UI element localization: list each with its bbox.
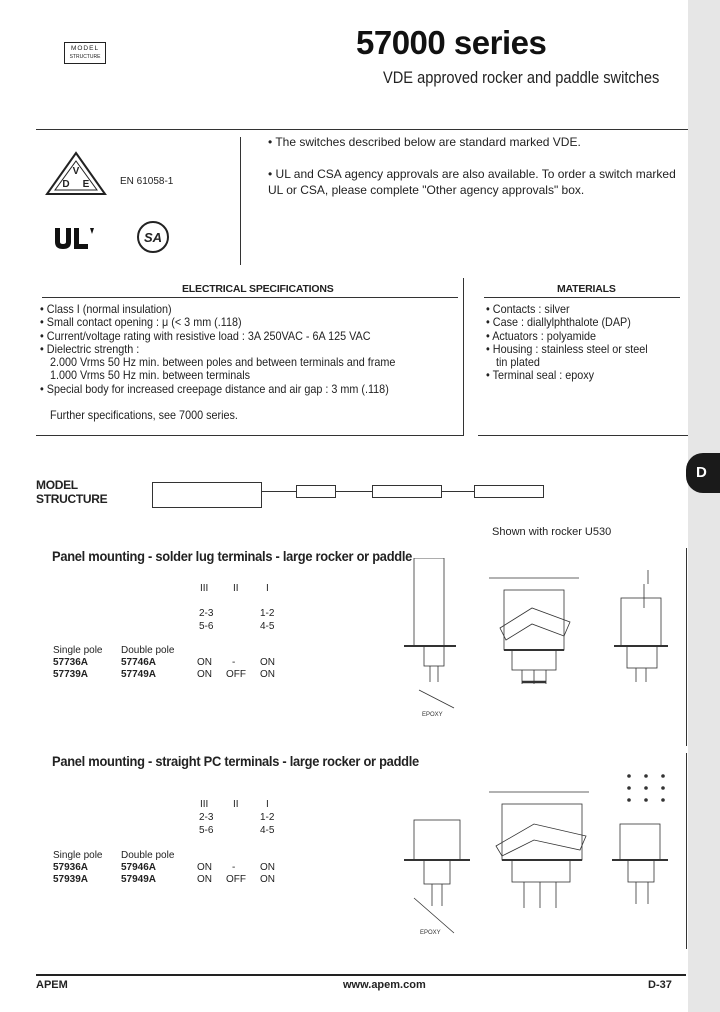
col-single-pole: Single pole bbox=[53, 850, 103, 861]
part-number: 57949A bbox=[121, 874, 157, 885]
pos-label: II bbox=[233, 583, 239, 594]
electrical-spec-heading: ELECTRICAL SPECIFICATIONS bbox=[182, 283, 334, 295]
page-title: 57000 series bbox=[356, 24, 547, 61]
part-number: 57746A bbox=[121, 657, 157, 668]
model-connector bbox=[262, 491, 296, 492]
footer-rule bbox=[36, 974, 686, 976]
model-label-line1: MODEL bbox=[36, 478, 78, 492]
position-state: ON bbox=[197, 874, 212, 885]
footer-brand: APEM bbox=[36, 979, 68, 991]
electrical-spec-list bbox=[40, 303, 371, 357]
material-item: • Actuators : polyamide bbox=[486, 330, 648, 343]
header-divider bbox=[36, 129, 688, 130]
footer-url[interactable]: www.apem.com bbox=[343, 979, 426, 991]
position-state: OFF bbox=[226, 669, 246, 680]
model-connector bbox=[336, 491, 372, 492]
col-double-pole: Double pole bbox=[121, 850, 175, 861]
note-ul-csa-line1: • UL and CSA agency approvals are also available. To order a switch marked bbox=[268, 167, 676, 181]
term-label: 5-6 bbox=[199, 825, 214, 836]
electrical-heading-rule bbox=[42, 297, 458, 298]
dielectric-line: 1.000 Vrms 50 Hz min. between terminals bbox=[50, 368, 251, 383]
note-ul-csa-line2: UL or CSA, please complete "Other agency approvals" box. bbox=[268, 183, 585, 197]
section1-technical-drawing bbox=[384, 558, 684, 718]
position-state: ON bbox=[197, 657, 212, 668]
vde-standard: EN 61058-1 bbox=[120, 176, 174, 187]
position-state: ON bbox=[197, 669, 212, 680]
spec-item: • Dielectric strength : bbox=[40, 343, 371, 356]
materials-list bbox=[486, 303, 648, 357]
dielectric-lines bbox=[50, 356, 395, 383]
part-number: 57739A bbox=[53, 669, 89, 680]
part-number: 57939A bbox=[53, 874, 89, 885]
logo-line1: MODEL bbox=[70, 45, 100, 52]
section-tab-d[interactable]: D bbox=[686, 453, 720, 493]
model-structure-logo bbox=[64, 42, 106, 64]
part-number: 57936A bbox=[53, 862, 89, 873]
electrical-spec-list-last bbox=[40, 383, 389, 396]
term-label: 4-5 bbox=[260, 825, 275, 836]
epoxy-label: EPOXY bbox=[422, 712, 443, 718]
part-number: 57736A bbox=[53, 657, 89, 668]
material-item: • Terminal seal : epoxy bbox=[486, 369, 594, 382]
material-item-cont: tin plated bbox=[496, 355, 540, 369]
ul-recognized-mark-icon bbox=[52, 226, 96, 252]
footer-page-number: D-37 bbox=[648, 979, 672, 991]
material-item: • Case : diallylphthalote (DAP) bbox=[486, 316, 648, 329]
model-box-2[interactable] bbox=[296, 485, 336, 498]
term-label: 5-6 bbox=[199, 621, 214, 632]
materials-list-last bbox=[486, 369, 594, 382]
section1-edge bbox=[686, 548, 687, 746]
position-state: OFF bbox=[226, 874, 246, 885]
svg-text:V: V bbox=[72, 166, 80, 177]
position-state: ON bbox=[197, 862, 212, 873]
pos-label: II bbox=[233, 799, 239, 810]
further-specs-note: Further specifications, see 7000 series. bbox=[50, 408, 238, 422]
svg-text:SA: SA bbox=[143, 230, 163, 245]
section2-technical-drawing bbox=[384, 768, 684, 938]
materials-heading: MATERIALS bbox=[557, 283, 616, 295]
spec-item: • Special body for increased creepage distance and air gap : 3 mm (.118) bbox=[40, 383, 389, 396]
spec-item: • Class I (normal insulation) bbox=[40, 303, 371, 316]
position-state: ON bbox=[260, 862, 275, 873]
materials-heading-rule bbox=[484, 297, 680, 298]
spec-item: • Current/voltage rating with resistive load : 3A 250VAC - 6A 125 VAC bbox=[40, 330, 371, 343]
shown-with-caption: Shown with rocker U530 bbox=[492, 526, 612, 538]
svg-text:D: D bbox=[62, 179, 70, 190]
term-label: 4-5 bbox=[260, 621, 275, 632]
pos-label: III bbox=[200, 583, 209, 594]
section2-edge bbox=[686, 753, 687, 949]
epoxy-label: EPOXY bbox=[420, 930, 441, 936]
model-box-main[interactable] bbox=[152, 482, 262, 508]
position-state: - bbox=[232, 862, 236, 873]
term-label: 1-2 bbox=[260, 812, 275, 823]
svg-text:E: E bbox=[82, 179, 90, 190]
part-number: 57946A bbox=[121, 862, 157, 873]
model-connector bbox=[442, 491, 474, 492]
position-state: ON bbox=[260, 669, 275, 680]
material-item: • Housing : stainless steel or steel bbox=[486, 343, 648, 356]
model-box-3[interactable] bbox=[372, 485, 442, 498]
side-margin-bar bbox=[688, 0, 720, 1012]
spec-item: • Small contact opening : μ (< 3 mm (.118) bbox=[40, 316, 371, 329]
position-state: ON bbox=[260, 657, 275, 668]
logo-line2: STRUCTURE bbox=[69, 54, 101, 60]
model-label-line2: STRUCTURE bbox=[36, 492, 108, 506]
col-double-pole: Double pole bbox=[121, 645, 175, 656]
pos-label: III bbox=[200, 799, 209, 810]
section1-title: Panel mounting - solder lug terminals - large rocker or paddle bbox=[52, 548, 413, 564]
position-state: - bbox=[232, 657, 236, 668]
csa-mark-icon bbox=[136, 220, 170, 254]
term-label: 2-3 bbox=[199, 812, 214, 823]
pos-label: I bbox=[266, 583, 269, 594]
model-structure-label bbox=[36, 478, 107, 506]
part-number: 57749A bbox=[121, 669, 157, 680]
model-box-4[interactable] bbox=[474, 485, 544, 498]
position-state: ON bbox=[260, 874, 275, 885]
note-vde-standard: • The switches described below are standard marked VDE. bbox=[268, 135, 581, 149]
approvals-divider bbox=[240, 137, 241, 265]
dielectric-line: 2.000 Vrms 50 Hz min. between poles and between terminals and frame bbox=[50, 355, 396, 369]
section2-title: Panel mounting - straight PC terminals - large rocker or paddle bbox=[52, 753, 419, 769]
col-single-pole: Single pole bbox=[53, 645, 103, 656]
material-item: • Contacts : silver bbox=[486, 303, 648, 316]
term-label: 1-2 bbox=[260, 608, 275, 619]
term-label: 2-3 bbox=[199, 608, 214, 619]
pos-label: I bbox=[266, 799, 269, 810]
vde-mark-icon bbox=[44, 150, 108, 198]
page-subtitle: VDE approved rocker and paddle switches bbox=[383, 68, 660, 87]
